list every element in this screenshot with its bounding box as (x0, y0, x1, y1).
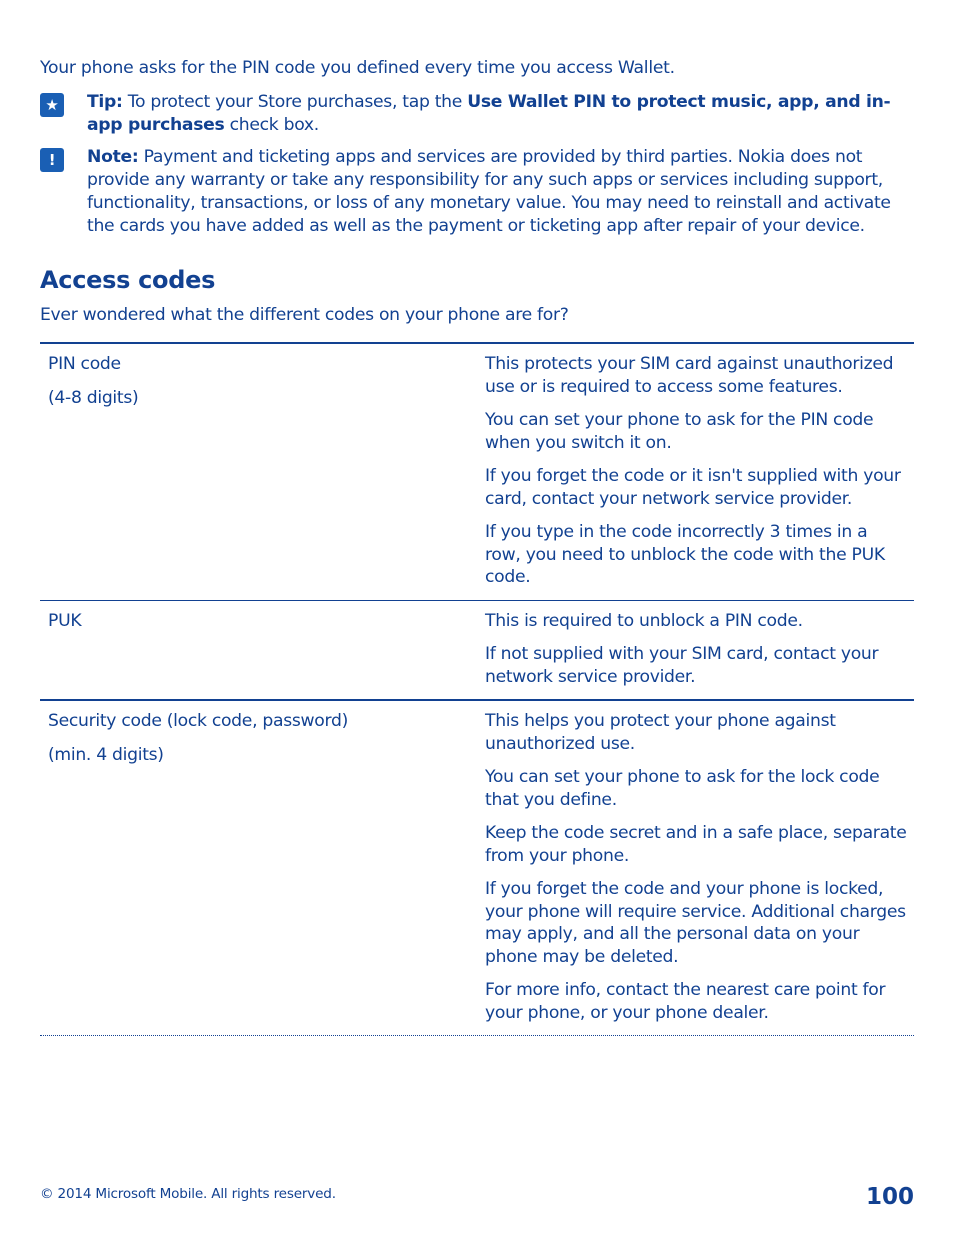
tip-option-name: Use Wallet PIN to protect music, app, and in-app purchases (87, 92, 891, 135)
code-detail: (4-8 digits) (48, 387, 139, 408)
code-name-cell (40, 353, 477, 589)
code-description: If you forget the code and your phone is locked, your phone will require service. Additional charges may apply, and all the personal data on your phone may be deleted. (485, 879, 906, 967)
code-description: If you forget the code or it isn't supplied with your card, contact your network service provider. (485, 466, 901, 509)
section-title: Access codes (40, 266, 216, 295)
exclamation-icon: ! (40, 148, 64, 172)
code-description: You can set your phone to ask for the PIN code when you switch it on. (485, 410, 874, 453)
page-number: 100 (865, 1184, 914, 1210)
tip-label: Tip: (87, 92, 123, 112)
code-description: If not supplied with your SIM card, contact your network service provider. (485, 644, 879, 687)
code-description-cell (477, 710, 914, 1024)
access-codes-table (40, 342, 914, 1036)
code-description-cell (477, 353, 914, 589)
table-row-puk (40, 601, 914, 702)
code-description: This helps you protect your phone against unauthorized use. (485, 711, 836, 754)
code-description: Keep the code secret and in a safe place, separate from your phone. (485, 823, 907, 866)
code-description: You can set your phone to ask for the lock code that you define. (485, 767, 880, 810)
tip-callout (40, 91, 914, 136)
code-description: If you type in the code incorrectly 3 times in a row, you need to unblock the code with the PUK code. (485, 522, 885, 588)
section-intro: Ever wondered what the different codes on your phone are for? (40, 305, 569, 326)
note-text: Payment and ticketing apps and services are provided by third parties. Nokia does not provide any warranty or take any responsibility for any such apps or services including support, functionality, transactions, or loss of any monetary value. You may need to reinstall and activate the cards you have added as well as the payment or ticketing app after repair of your device. (87, 147, 891, 236)
code-description: This protects your SIM card against unauthorized use or is required to access some features. (485, 354, 894, 397)
note-label: Note: (87, 147, 139, 168)
code-description: This is required to unblock a PIN code. (485, 610, 803, 631)
code-name: PUK (48, 610, 82, 631)
code-name-cell (40, 610, 477, 689)
table-row-pin-code (40, 344, 914, 601)
code-name: PIN code (48, 354, 121, 375)
code-description-cell (477, 610, 914, 689)
note-callout (40, 146, 914, 237)
page-content (40, 57, 914, 1036)
code-description: For more info, contact the nearest care point for your phone, or your phone dealer. (485, 980, 886, 1023)
code-name: Security code (lock code, password) (48, 711, 348, 732)
intro-text: Your phone asks for the PIN code you defined every time you access Wallet. (40, 58, 675, 78)
footer-copyright: © 2014 Microsoft Mobile. All rights reserved. (40, 1186, 336, 1202)
tip-text-after: check box. (224, 114, 319, 135)
tip-text-before: To protect your Store purchases, tap the (122, 92, 468, 112)
code-detail: (min. 4 digits) (48, 744, 164, 765)
star-icon: ★ (40, 93, 64, 117)
code-name-cell (40, 710, 477, 1024)
table-row-security-code (40, 701, 914, 1036)
